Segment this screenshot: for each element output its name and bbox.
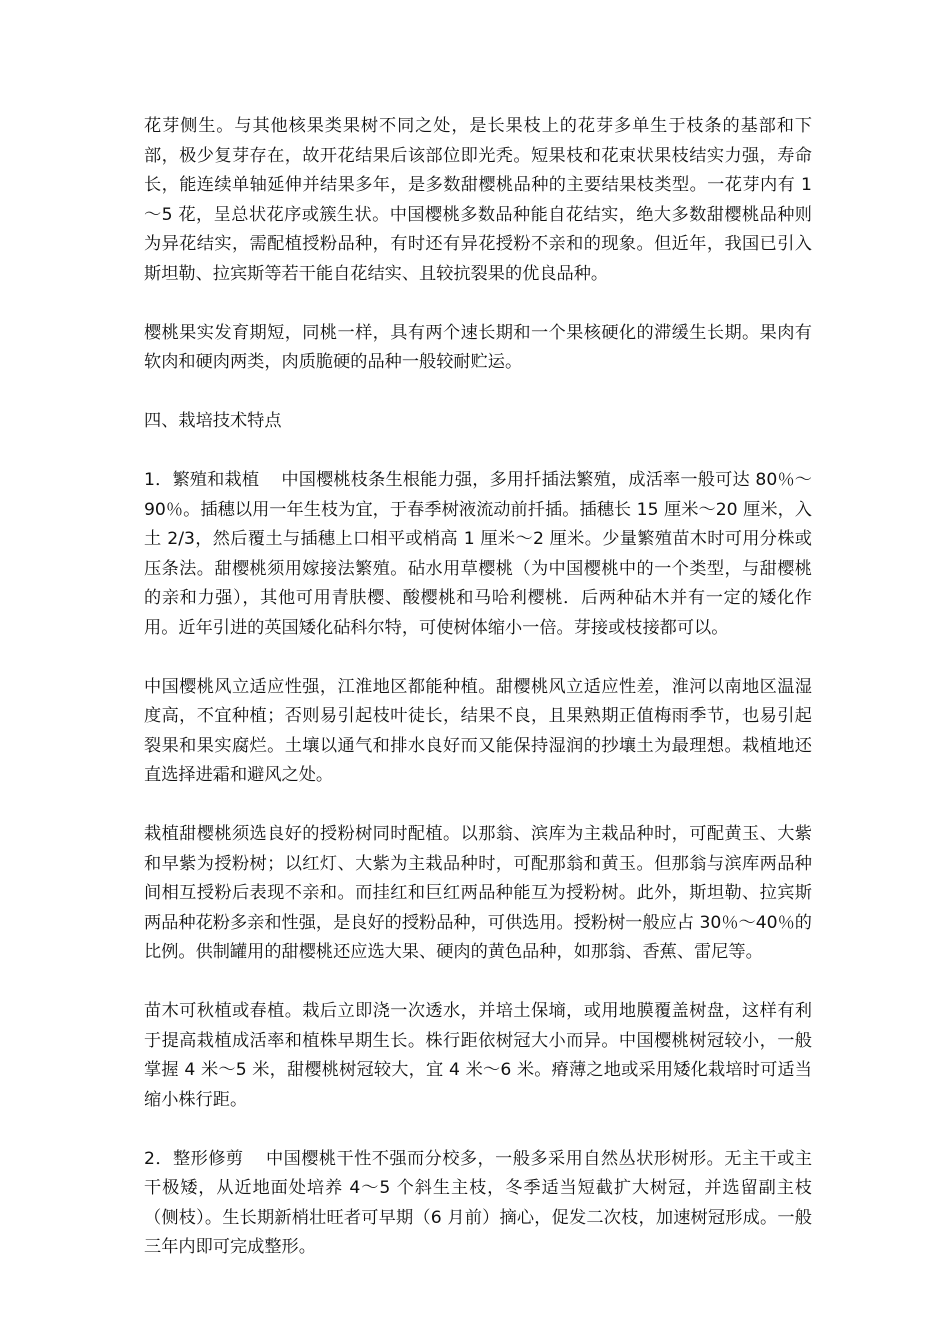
subsection-title-pruning: 2．整形修剪 xyxy=(144,1148,244,1169)
document-body xyxy=(144,112,812,1292)
paragraph-planting: 苗木可秋植或春植。栽后立即浇一次透水，并培土保墒，或用地膜覆盖树盘，这样有利于提高栽植成活率和植株早期生长。株行距依树冠大小而异。中国樱桃树冠较小，一般掌握 4 米～5 米，甜樱桃树冠较大，宜 4 米～6 米。瘠薄之地或采用矮化栽培时可适当缩小株行距。 xyxy=(144,1001,812,1110)
section-heading: 四、栽培技术特点 xyxy=(144,411,282,431)
subsection-title-propagation: 1．繁殖和栽植 xyxy=(144,470,260,490)
paragraph-propagation-body: 中国樱桃枝条生根能力强，多用扦插法繁殖，成活率一般可达 80％～90％。插穗以用一年生枝为宜，于春季树液流动前扦插。插穗长 15 厘米～20 厘米，入土 2/3，然后覆土与插穗上口相平或梢高 1 厘米～2 厘米。少量繁殖苗木时可用分株或压条法。甜樱桃须用嫁接法繁殖。砧水用草樱桃（为中国樱桃中的一个类型，与甜樱桃的亲和力强），其他可用青肤樱、酸樱桃和马哈利樱桃．后两种砧木并有一定的矮化作用。近年引进的英国矮化砧科尔特，可使树体缩小一倍。芽接或枝接都可以。 xyxy=(144,470,812,638)
paragraph-flower-buds: 花芽侧生。与其他核果类果树不同之处，是长果枝上的花芽多单生于枝条的基部和下部，极少复芽存在，故开花结果后该部位即光秃。短果枝和花束状果枝结实力强，寿命长，能连续单轴延伸并结果多年，是多数甜樱桃品种的主要结果枝类型。一花芽内有 1～5 花，呈总状花序或簇生状。中国樱桃多数品种能自花结实，绝大多数甜樱桃品种则为异花结实，需配植授粉品种，有时还有异花授粉不亲和的现象。但近年，我国已引入斯坦勒、拉宾斯等若干能自花结实、且较抗裂果的优良品种。 xyxy=(144,116,812,284)
paragraph-adaptability: 中国樱桃风立适应性强，江淮地区都能种植。甜樱桃风立适应性差，淮河以南地区温湿度高，不宜种植；否则易引起枝叶徒长，结果不良，且果熟期正值梅雨季节，也易引起裂果和果实腐烂。土壤以通气和排水良好而又能保持湿润的抄壤土为最理想。栽植地还直选择进霜和避风之处。 xyxy=(144,676,812,785)
paragraph-pruning xyxy=(144,1145,812,1263)
paragraph-propagation xyxy=(144,466,812,643)
paragraph-pruning-body: 中国樱桃干性不强而分校多，一般多采用自然丛状形树形。无主干或主干极矮，从近地面处培养 4～5 个斜生主枝，冬季适当短截扩大树冠，并选留副主枝（侧枝）。生长期新梢壮旺者可早期（6 月前）摘心，促发二次枝，加速树冠形成。一般三年内即可完成整形。 xyxy=(144,1148,813,1257)
paragraph-fruit-development: 樱桃果实发育期短，同桃一样，具有两个速长期和一个果核硬化的滞缓生长期。果肉有软肉和硬肉两类，肉质脆硬的品种一般较耐贮运。 xyxy=(144,322,812,372)
paragraph-pollination: 栽植甜樱桃须选良好的授粉树同时配植。以那翁、滨库为主栽品种时，可配黄玉、大紫和早紫为授粉树；以红灯、大紫为主栽品种时，可配那翁和黄玉。但那翁与滨库两品种间相互授粉后表现不亲和。而挂红和巨红两品种能互为授粉树。此外，斯坦勒、拉宾斯两品种花粉多亲和性强，是良好的授粉品种，可供选用。授粉树一般应占 30％～40％的比例。供制罐用的甜樱桃还应选大果、硬肉的黄色品种，如那翁、香蕉、雷尼等。 xyxy=(144,824,812,962)
